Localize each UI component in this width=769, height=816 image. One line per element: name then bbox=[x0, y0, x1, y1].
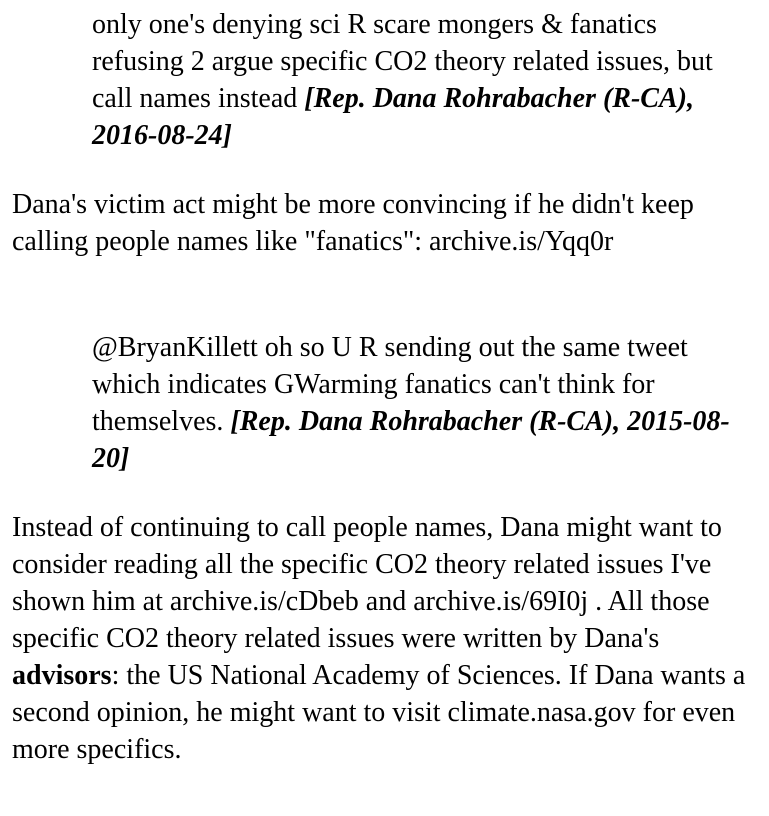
blockquote-tweet-2015 bbox=[92, 329, 752, 477]
paragraph-text-before: Instead of continuing to call people names, Dana might want to consider reading all the specific CO2 theory related issues I've shown him at archive.is/cDbeb and archive.is/69I0j . All those specific CO2 theory related issues were written by Dana's bbox=[12, 512, 722, 654]
quote-citation: [Rep. Dana Rohrabacher (R-CA), 2015-08-20] bbox=[92, 406, 730, 474]
quote-text: @BryanKillett oh so U R sending out the same tweet which indicates GWarming fanatics can't think for themselves. bbox=[92, 332, 688, 437]
paragraph-text-after: : the US National Academy of Sciences. If Dana wants a second opinion, he might want to visit climate.nasa.gov for even more specifics. bbox=[12, 660, 746, 765]
bold-advisors: advisors bbox=[12, 660, 112, 691]
blockquote-tweet-2016 bbox=[92, 6, 752, 154]
paragraph-text: Dana's victim act might be more convincing if he didn't keep calling people names like "fanatics": archive.is/Yqq0r bbox=[12, 189, 694, 257]
paragraph-advisors bbox=[12, 509, 757, 768]
quote-text: only one's denying sci R scare mongers & fanatics refusing 2 argue specific CO2 theory related issues, but call names instead bbox=[92, 9, 713, 114]
quote-citation: [Rep. Dana Rohrabacher (R-CA), 2016-08-24] bbox=[92, 83, 694, 151]
paragraph-victim-act bbox=[12, 186, 757, 260]
